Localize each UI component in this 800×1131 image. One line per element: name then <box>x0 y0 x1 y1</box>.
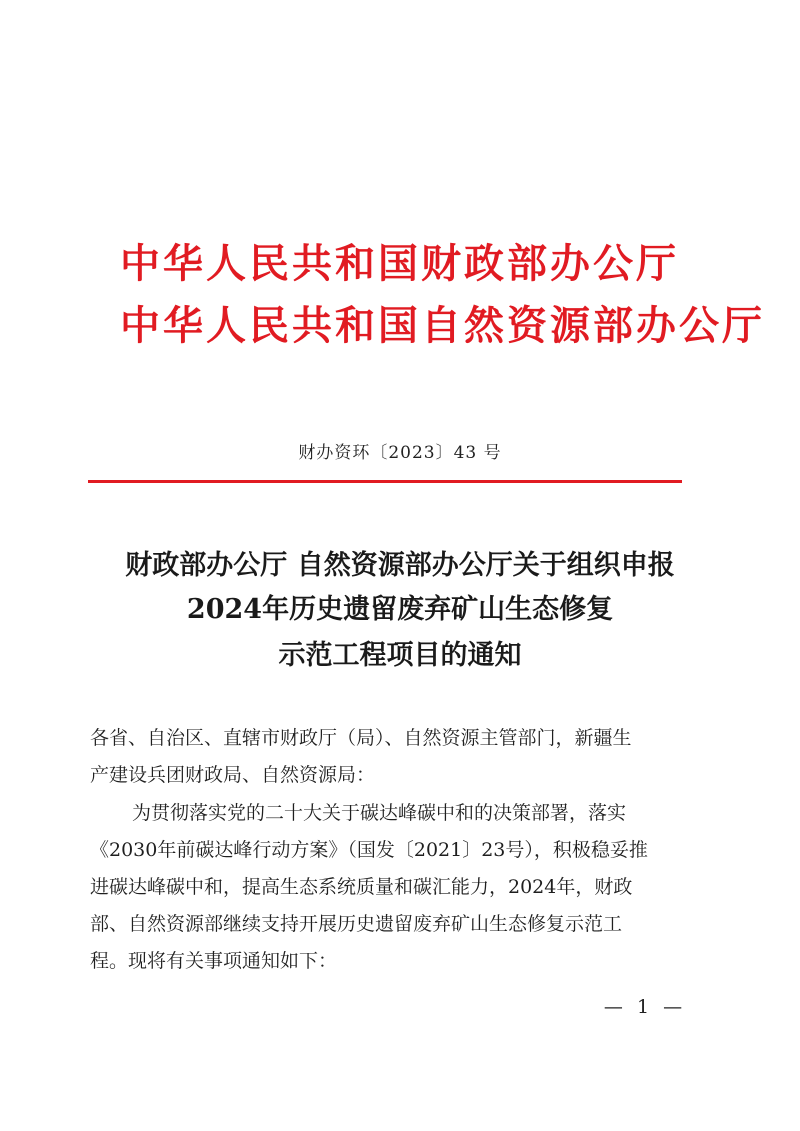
document-title-line-2: 2024年历史遗留废弃矿山生态修复 <box>186 594 614 625</box>
recipients-line: 产建设兵团财政局、自然资源局： <box>90 764 376 786</box>
red-divider-line <box>88 480 682 483</box>
recipients-paragraph <box>90 720 700 794</box>
body-line: 部、自然资源部继续支持开展历史遗留废弃矿山生态修复示范工 <box>90 913 623 935</box>
body-line: 为贯彻落实党的二十大关于碳达峰碳中和的决策部署，落实 <box>132 802 627 824</box>
issuer-name-mof: 中华人民共和国财政部办公厅 <box>120 240 679 287</box>
body-line: 程。现将有关事项通知如下： <box>90 950 338 972</box>
body-paragraph <box>90 795 700 980</box>
body-line: 进碳达峰碳中和，提高生态系统质量和碳汇能力，2024年，财政 <box>90 876 633 898</box>
issuer-name-mnr: 中华人民共和国自然资源部办公厅 <box>120 302 765 349</box>
body-line: 《2030年前碳达峰行动方案》（国发〔2021〕23号），积极稳妥推 <box>90 839 648 861</box>
page-number: — 1 — <box>603 996 687 1018</box>
document-title-line-3: 示范工程项目的通知 <box>278 640 522 671</box>
document-number: 财办资环〔2023〕43 号 <box>298 443 502 463</box>
document-title-line-1: 财政部办公厅 自然资源部办公厅关于组织申报 <box>125 550 675 581</box>
recipients-line: 各省、自治区、直辖市财政厅（局）、自然资源主管部门，新疆生 <box>90 727 632 749</box>
